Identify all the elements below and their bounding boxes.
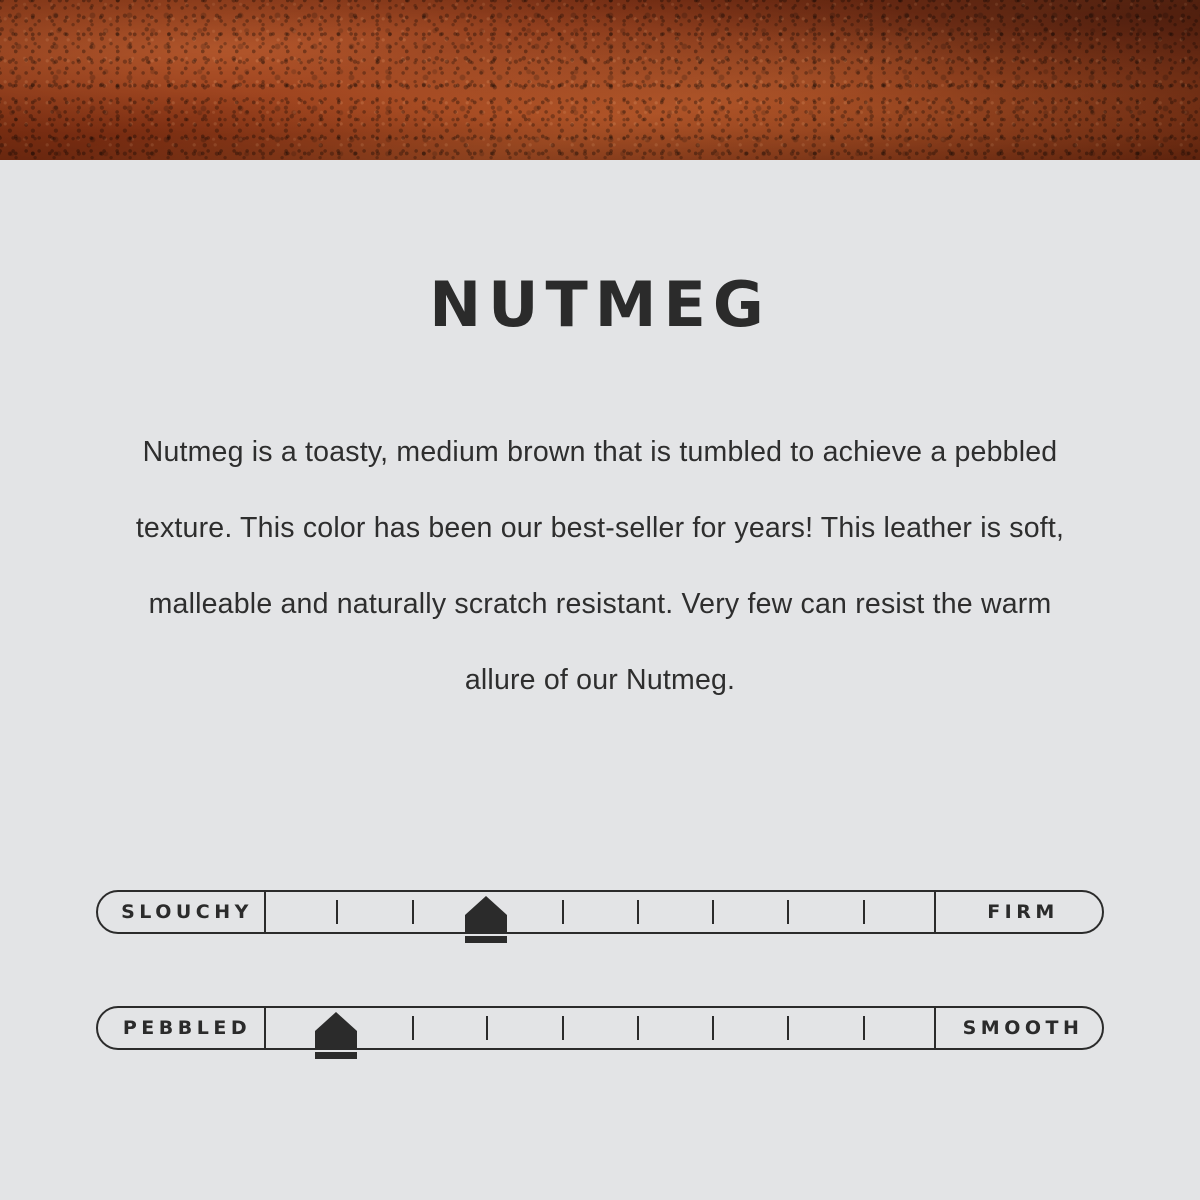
slider-tick [562, 1016, 564, 1040]
slider-right-label: SMOOTH [934, 1006, 1104, 1050]
slider-tick [486, 1016, 488, 1040]
page-title: NUTMEG [429, 268, 771, 341]
description-text: Nutmeg is a toasty, medium brown that is tumbled to achieve a pebbled texture. This color has been our best-seller for years! This leather is soft, malleable and naturally scratch resistant. Very few can resist the warm allure of our Nutmeg. [135, 436, 1065, 696]
slider-tick [863, 900, 865, 924]
pentagon-marker-icon[interactable] [315, 1012, 357, 1059]
slider-left-label: SLOUCHY [96, 890, 266, 934]
marker-head [315, 1012, 357, 1031]
slider-left-label: PEBBLED [96, 1006, 266, 1050]
slider-tick [712, 1016, 714, 1040]
slider-tick [562, 900, 564, 924]
slider-tick [336, 900, 338, 924]
slider-tick [712, 900, 714, 924]
marker-foot [465, 936, 507, 943]
leather-swatch [0, 0, 1200, 160]
slider-slouchy-firm[interactable] [96, 890, 1104, 936]
slider-tick [863, 1016, 865, 1040]
slider-ticks [266, 1006, 934, 1050]
attribute-sliders [0, 890, 1200, 1052]
slider-ticks [266, 890, 934, 934]
marker-body [315, 1031, 357, 1048]
slider-tick [787, 900, 789, 924]
pentagon-marker-icon[interactable] [465, 896, 507, 943]
slider-tick [412, 1016, 414, 1040]
marker-foot [315, 1052, 357, 1059]
slider-pebbled-smooth[interactable] [96, 1006, 1104, 1052]
leather-vignette [0, 0, 1200, 160]
content-area [0, 160, 1200, 718]
slider-tick [637, 900, 639, 924]
slider-tick [412, 900, 414, 924]
slider-tick [787, 1016, 789, 1040]
slider-right-label: FIRM [934, 890, 1104, 934]
slider-tick [637, 1016, 639, 1040]
marker-body [465, 915, 507, 932]
marker-head [465, 896, 507, 915]
